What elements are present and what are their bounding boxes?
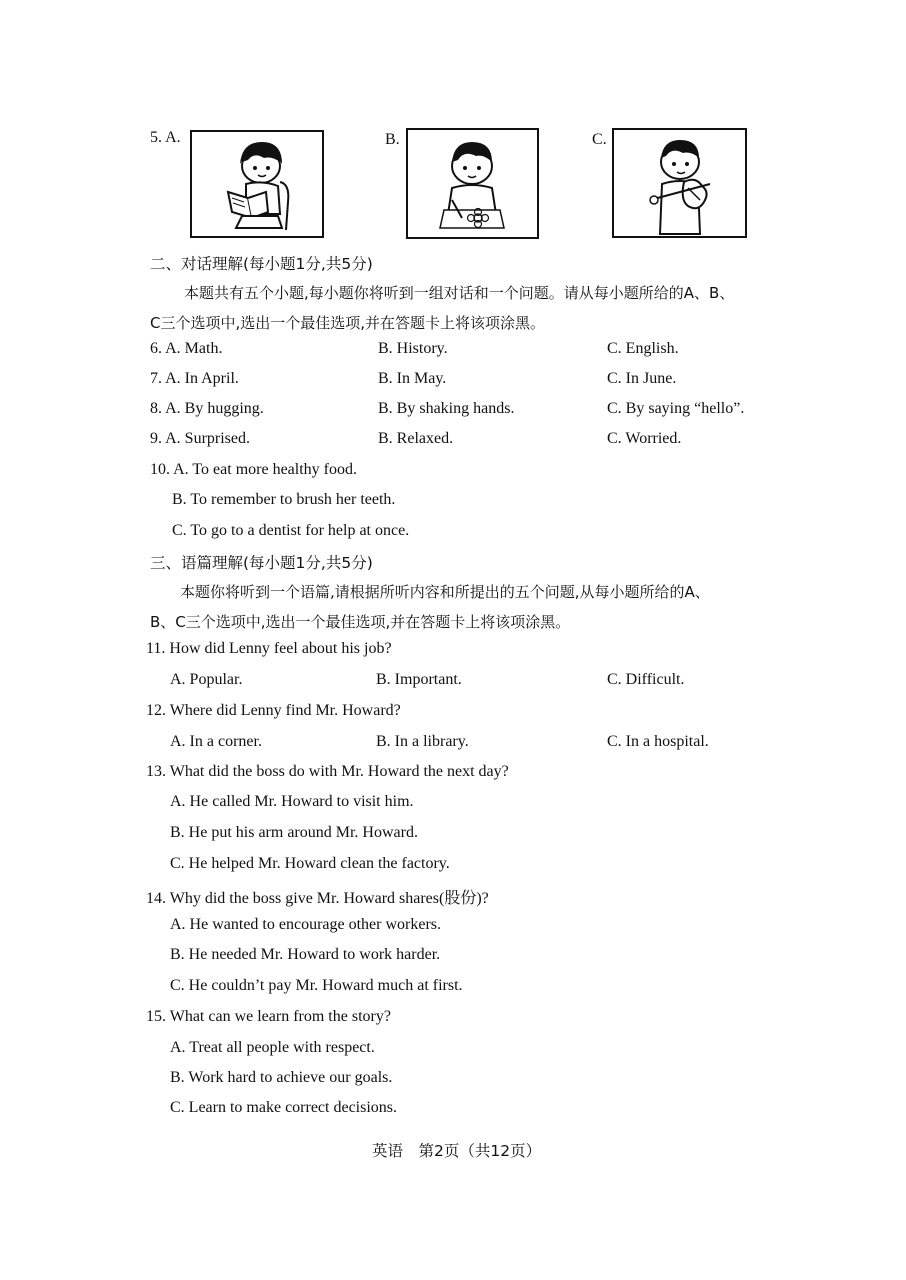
q10-option-b: B. To remember to brush her teeth. xyxy=(172,491,396,508)
q5-option-b-label: B. xyxy=(385,131,400,148)
q13-option-c: C. He helped Mr. Howard clean the factory. xyxy=(170,855,450,872)
q7-option-a: 7. A. In April. xyxy=(150,370,239,387)
q6-option-c: C. English. xyxy=(607,340,679,357)
q13-stem: 13. What did the boss do with Mr. Howard the next day? xyxy=(146,763,509,780)
q10-option-c: C. To go to a dentist for help at once. xyxy=(172,522,410,539)
boy-reading-book-icon xyxy=(192,132,322,236)
q14-option-c: C. He couldn’t pay Mr. Howard much at first. xyxy=(170,977,463,994)
section2-instruction-line2: C三个选项中,选出一个最佳选项,并在答题卡上将该项涂黑。 xyxy=(150,314,546,332)
boy-drawing-flower-icon xyxy=(408,130,537,237)
section2-title: 二、对话理解(每小题1分,共5分) xyxy=(150,255,373,273)
q15-option-c: C. Learn to make correct decisions. xyxy=(170,1099,398,1116)
q12-option-a: A. In a corner. xyxy=(170,733,262,750)
q8-option-b: B. By shaking hands. xyxy=(378,400,515,417)
q12-stem: 12. Where did Lenny find Mr. Howard? xyxy=(146,702,401,719)
q8-option-a: 8. A. By hugging. xyxy=(150,400,264,417)
q13-option-b: B. He put his arm around Mr. Howard. xyxy=(170,824,418,841)
q8-option-c: C. By saying “hello”. xyxy=(607,400,745,417)
section2-instruction-line1: 本题共有五个小题,每小题你将听到一组对话和一个问题。请从每小题所给的A、B、 xyxy=(184,284,735,302)
page-footer: 英语 第2页（共12页） xyxy=(372,1142,542,1160)
q11-stem: 11. How did Lenny feel about his job? xyxy=(146,640,392,657)
q15-option-b: B. Work hard to achieve our goals. xyxy=(170,1069,393,1086)
q5-picture-c xyxy=(612,128,747,238)
q14-option-b: B. He needed Mr. Howard to work harder. xyxy=(170,946,441,963)
q15-stem: 15. What can we learn from the story? xyxy=(146,1008,391,1025)
q14-stem: 14. Why did the boss give Mr. Howard shares(股份)? xyxy=(146,890,489,907)
q14-option-a: A. He wanted to encourage other workers. xyxy=(170,916,442,933)
q9-option-c: C. Worried. xyxy=(607,430,682,447)
section3-instruction-line2: B、C三个选项中,选出一个最佳选项,并在答题卡上将该项涂黑。 xyxy=(150,613,571,631)
q7-option-b: B. In May. xyxy=(378,370,447,387)
q6-option-a: 6. A. Math. xyxy=(150,340,223,357)
q11-option-a: A. Popular. xyxy=(170,671,243,688)
q5-number: 5. A. xyxy=(150,129,181,146)
q12-option-c: C. In a hospital. xyxy=(607,733,709,750)
q10-option-a: 10. A. To eat more healthy food. xyxy=(150,461,357,478)
boy-playing-violin-icon xyxy=(614,130,745,236)
section3-title: 三、语篇理解(每小题1分,共5分) xyxy=(150,554,373,572)
q6-option-b: B. History. xyxy=(378,340,448,357)
q12-option-b: B. In a library. xyxy=(376,733,469,750)
q5-picture-b xyxy=(406,128,539,239)
q5-option-c-label: C. xyxy=(592,131,607,148)
q15-option-a: A. Treat all people with respect. xyxy=(170,1039,375,1056)
q9-option-b: B. Relaxed. xyxy=(378,430,454,447)
q7-option-c: C. In June. xyxy=(607,370,677,387)
q11-option-c: C. Difficult. xyxy=(607,671,685,688)
q9-option-a: 9. A. Surprised. xyxy=(150,430,250,447)
section3-instruction-line1: 本题你将听到一个语篇,请根据所听内容和所提出的五个问题,从每小题所给的A、 xyxy=(180,583,710,601)
q11-option-b: B. Important. xyxy=(376,671,462,688)
q5-picture-a xyxy=(190,130,324,238)
q13-option-a: A. He called Mr. Howard to visit him. xyxy=(170,793,414,810)
